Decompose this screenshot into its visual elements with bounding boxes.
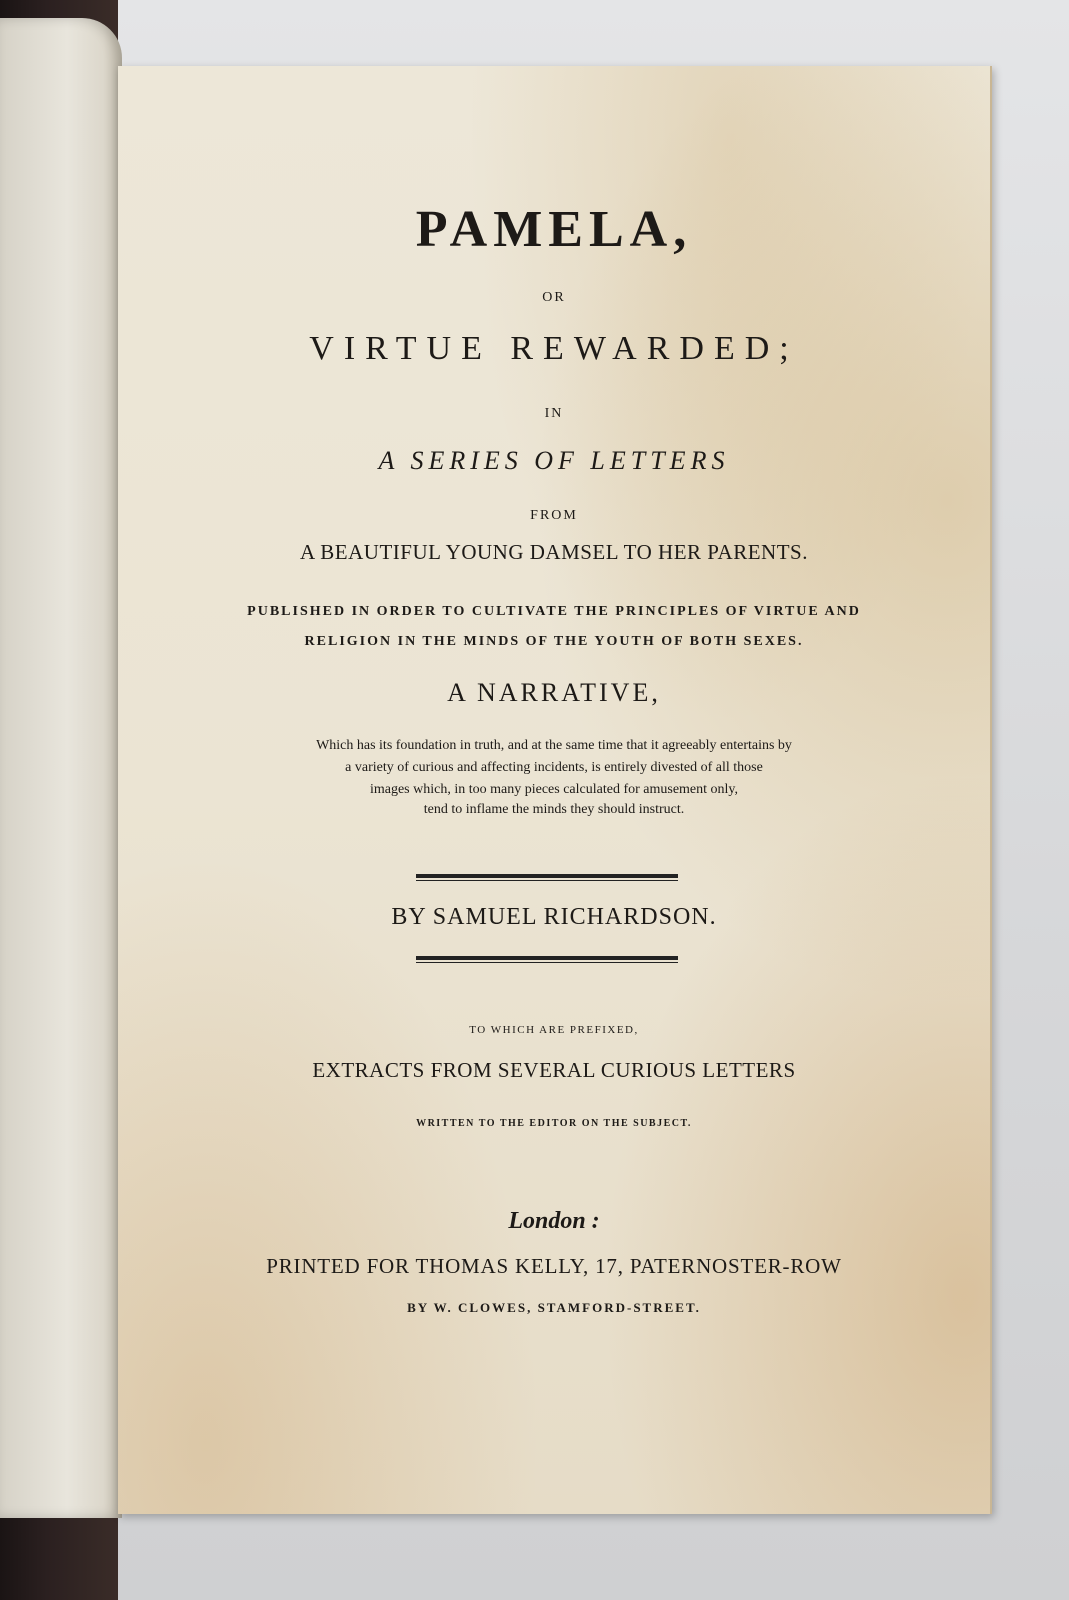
top-double-rule [416,874,678,878]
narrative-line: images which, in too many pieces calculated for amusement only, [369,782,739,797]
narrative-line: a variety of curious and affecting incidents, is entirely divested of all those [345,760,763,775]
extracts-line: EXTRACTS FROM SEVERAL CURIOUS LETTERS [312,1058,796,1082]
title-page [118,66,992,1514]
place-of-publication: London : [508,1208,600,1234]
recipients-line: A BEAUTIFUL YOUNG DAMSEL TO HER PARENTS. [300,540,808,564]
series-line: A SERIES OF LETTERS [378,446,730,475]
printer-line: PRINTED FOR THOMAS KELLY, 17, PATERNOSTER-ROW [266,1254,842,1278]
narrative-heading: A NARRATIVE, [447,678,661,707]
book-title: PAMELA, [415,201,693,258]
author-line: BY SAMUEL RICHARDSON. [391,904,717,930]
or-connector: OR [542,290,566,305]
bottom-double-rule [416,956,678,960]
printed-by-line: BY W. CLOWES, STAMFORD-STREET. [407,1300,701,1315]
book-subtitle: VIRTUE REWARDED; [309,330,799,367]
from-connector: FROM [530,508,578,523]
narrative-line: Which has its foundation in truth, and at the same time that it agreeably entertains by [316,738,792,753]
published-line-1: PUBLISHED IN ORDER TO CULTIVATE THE PRINCIPLES OF VIRTUE AND [247,604,861,619]
published-line-2: RELIGION IN THE MINDS OF THE YOUTH OF BOTH SEXES. [304,634,804,649]
in-connector: IN [544,406,564,421]
left-page-edge [0,18,122,1518]
written-line: WRITTEN TO THE EDITOR ON THE SUBJECT. [416,1118,692,1129]
narrative-line: tend to inflame the minds they should instruct. [423,802,685,817]
prefixed-line: TO WHICH ARE PREFIXED, [469,1024,639,1036]
